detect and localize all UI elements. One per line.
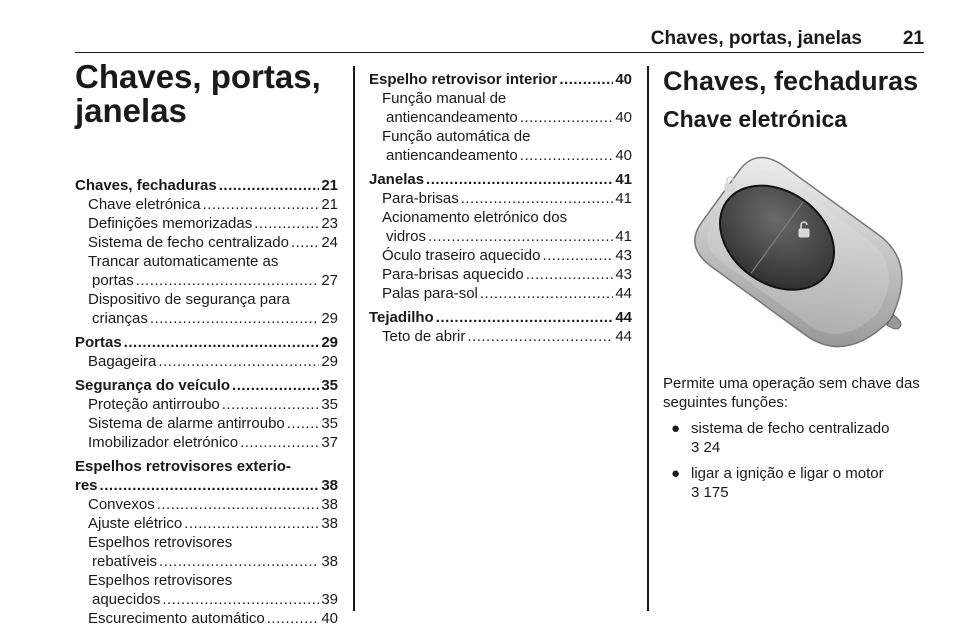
- header-title: Chaves, portas, janelas: [650, 28, 862, 49]
- toc-entry-line1: Acionamento eletrónico dos: [382, 209, 568, 226]
- toc-entry[interactable]: vidros ..... 41: [369, 227, 632, 246]
- toc-entry[interactable]: Janelas ..... 41: [369, 170, 632, 189]
- toc-entry[interactable]: antiencandeamento ..... 40: [369, 108, 632, 127]
- electronic-key-illustration: [663, 148, 925, 352]
- page-header: [75, 26, 924, 53]
- bullet-icon: ●: [671, 420, 681, 437]
- toc-entry[interactable]: Definições memorizadas ..... 23: [75, 214, 338, 233]
- toc-entry[interactable]: Ajuste elétrico ..... 38: [75, 514, 338, 533]
- toc-entry[interactable]: antiencandeamento ..... 40: [369, 146, 632, 165]
- bullet-icon: ●: [671, 465, 681, 482]
- toc-entry[interactable]: Para-brisas ..... 41: [369, 189, 632, 208]
- toc-entry[interactable]: Para-brisas aquecido ..... 43: [369, 265, 632, 284]
- chapter-title: Chaves, portas, janelas: [75, 58, 321, 129]
- toc-entry[interactable]: Chaves, fechaduras ..... 21: [75, 176, 338, 195]
- header-page-number: 21: [902, 28, 924, 49]
- toc-entry[interactable]: Chave eletrónica ..... 21: [75, 195, 338, 214]
- toc-entry[interactable]: Palas para-sol ..... 44: [369, 284, 632, 303]
- toc-entry-line1: Função automática de: [382, 128, 531, 145]
- toc-entry[interactable]: Segurança do veículo ..... 35: [75, 376, 338, 395]
- intro-paragraph: Permite uma operação sem chave das seguintes funções:: [663, 375, 920, 411]
- bullet-item: ● sistema de fecho centralizado 3 24: [663, 419, 925, 457]
- section-heading: Chaves, fechaduras: [663, 66, 919, 96]
- toc-entry[interactable]: Proteção antirroubo ..... 35: [75, 395, 338, 414]
- toc-entry-line1: Trancar automaticamente as: [88, 253, 279, 270]
- toc-entry[interactable]: Portas ..... 29: [75, 333, 338, 352]
- column-divider-2: [647, 66, 649, 611]
- toc-entry[interactable]: aquecidos ..... 39: [75, 590, 338, 609]
- toc-entry[interactable]: Espelho retrovisor interior ..... 40: [369, 70, 632, 89]
- toc-entry[interactable]: crianças ..... 29: [75, 309, 338, 328]
- content-column: [663, 60, 925, 502]
- toc-column-2: [369, 70, 632, 346]
- toc-entry-line1: Dispositivo de segurança para: [88, 291, 290, 308]
- toc-entry[interactable]: Óculo traseiro aquecido ..... 43: [369, 246, 632, 265]
- page-reference[interactable]: 3 24: [691, 439, 721, 456]
- toc-entry[interactable]: Tejadilho ..... 44: [369, 308, 632, 327]
- toc-entry[interactable]: rebatíveis ..... 38: [75, 552, 338, 571]
- subsection-heading: Chave eletrónica: [663, 106, 848, 132]
- toc-entry-line1: Função manual de: [382, 90, 507, 107]
- toc-entry[interactable]: Teto de abrir ..... 44: [369, 327, 632, 346]
- toc-entry[interactable]: Convexos ..... 38: [75, 495, 338, 514]
- toc-entry[interactable]: Sistema de fecho centralizado ..... 24: [75, 233, 338, 252]
- toc-entry-line1: Espelhos retrovisores: [88, 534, 233, 551]
- toc-entry[interactable]: portas ..... 27: [75, 271, 338, 290]
- toc-entry-line1: Espelhos retrovisores exterio-: [75, 458, 291, 475]
- toc-entry-line1: Espelhos retrovisores: [88, 572, 233, 589]
- toc-column-1: [75, 60, 338, 628]
- page-reference[interactable]: 3 175: [691, 484, 729, 501]
- toc-entry[interactable]: Imobilizador eletrónico ..... 37: [75, 433, 338, 452]
- bullet-item: ● ligar a ignição e ligar o motor 3 175: [663, 464, 925, 502]
- column-divider-1: [353, 66, 355, 611]
- toc-entry[interactable]: res ..... 38: [75, 476, 338, 495]
- toc-entry[interactable]: Sistema de alarme antirroubo ..... 35: [75, 414, 338, 433]
- toc-entry[interactable]: Escurecimento automático ..... 40: [75, 609, 338, 628]
- toc-entry[interactable]: Bagageira ..... 29: [75, 352, 338, 371]
